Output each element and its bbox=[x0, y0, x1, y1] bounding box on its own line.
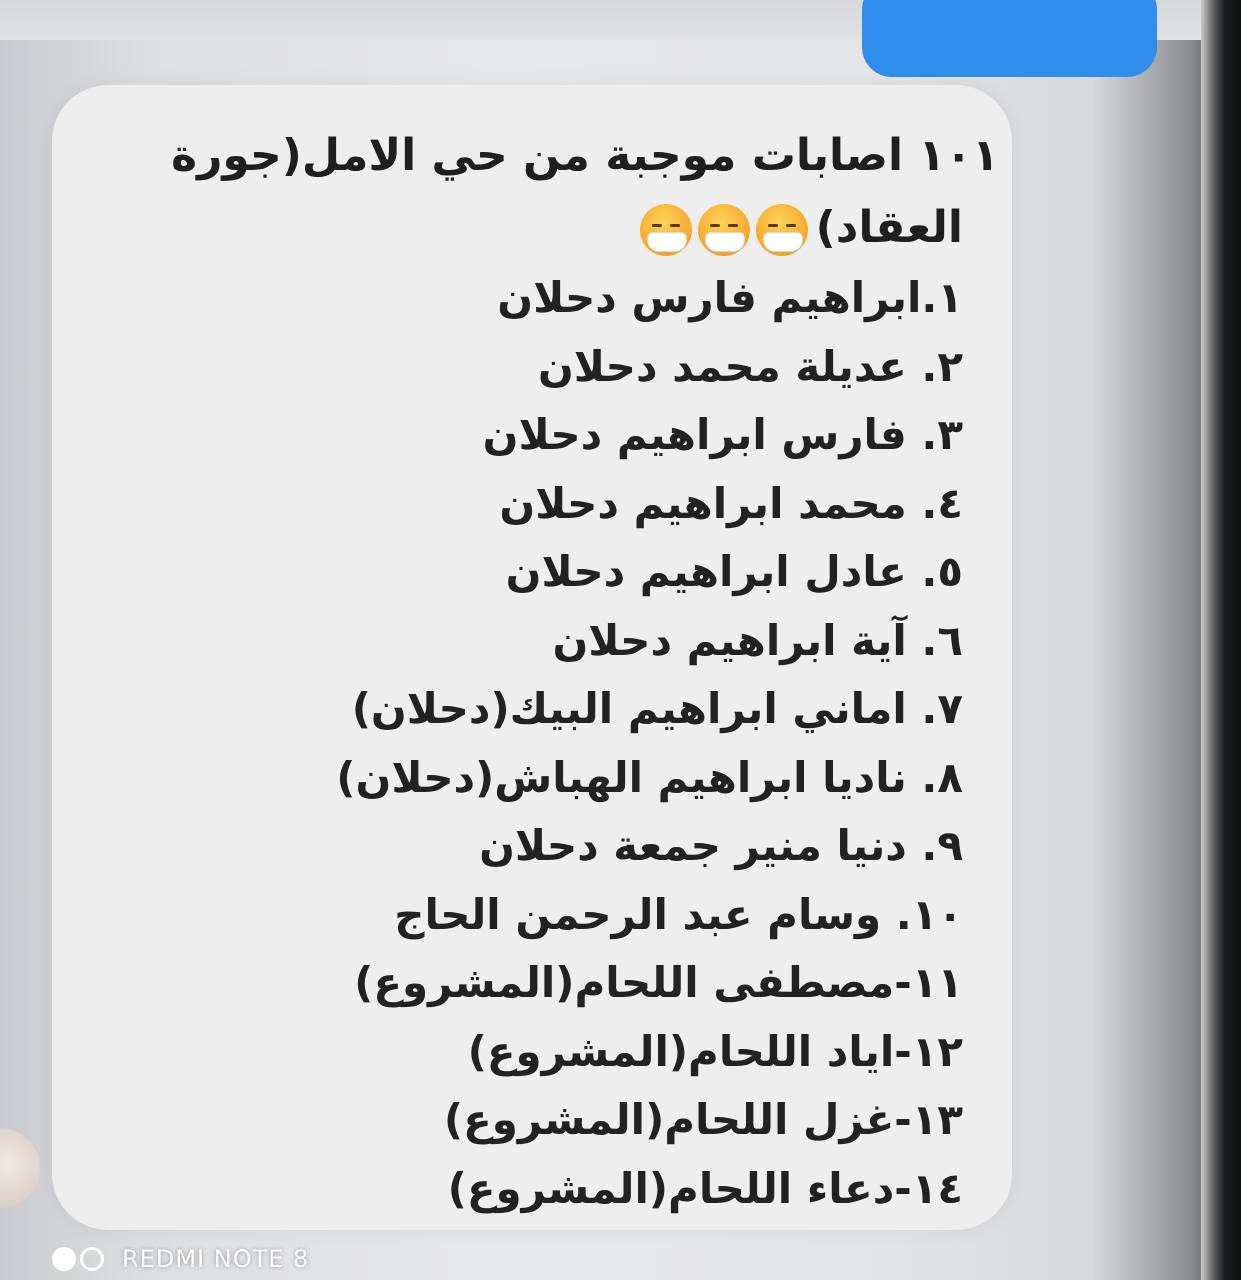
list-item: ٩. دنيا منير جمعة دحلان bbox=[479, 821, 963, 870]
message-text bbox=[123, 120, 999, 1223]
list-item: ٤. محمد ابراهيم دحلان bbox=[499, 478, 963, 528]
list-item: ٨. ناديا ابراهيم الهباش(دحلان) bbox=[336, 752, 963, 802]
list-item: ١٢-اياد اللحام(المشروع) bbox=[467, 1026, 963, 1076]
camera-watermark bbox=[52, 1245, 309, 1273]
emoji-row bbox=[640, 204, 808, 256]
list-item: ١١-مصطفى اللحام(المشروع) bbox=[354, 958, 963, 1007]
face-with-medical-mask-icon bbox=[640, 204, 692, 256]
sender-avatar[interactable] bbox=[0, 1128, 40, 1208]
sent-message-bubble[interactable] bbox=[862, 0, 1157, 77]
names-list bbox=[123, 264, 963, 1223]
list-item: ١٠. وسام عبد الرحمن الحاج bbox=[394, 889, 963, 939]
watermark-label: REDMI NOTE 8 bbox=[122, 1245, 310, 1273]
camera-dots-icon bbox=[52, 1247, 104, 1271]
message-header-line-2 bbox=[123, 192, 963, 264]
list-item: ٥. عادل ابراهيم دحلان bbox=[505, 547, 963, 596]
phone-bezel bbox=[1201, 0, 1241, 1280]
header-location-text: العقاد) bbox=[815, 202, 963, 253]
face-with-medical-mask-icon bbox=[756, 204, 808, 256]
list-item: ٢. عديلة محمد دحلان bbox=[537, 341, 963, 391]
list-item: ١٤-دعاء اللحام(المشروع) bbox=[447, 1163, 963, 1213]
list-item: ١٣-غزل اللحام(المشروع) bbox=[443, 1095, 963, 1144]
message-header-line-1: ١٠١ اصابات موجبة من حي الامل(جورة bbox=[171, 130, 999, 181]
face-with-medical-mask-icon bbox=[698, 204, 750, 256]
list-item: ٣. فارس ابراهيم دحلان bbox=[482, 410, 963, 459]
list-item: ٦. آية ابراهيم دحلان bbox=[552, 615, 963, 665]
list-item: ١.ابراهيم فارس دحلان bbox=[497, 273, 963, 322]
list-item: ٧. اماني ابراهيم البيك(دحلان) bbox=[351, 684, 963, 733]
